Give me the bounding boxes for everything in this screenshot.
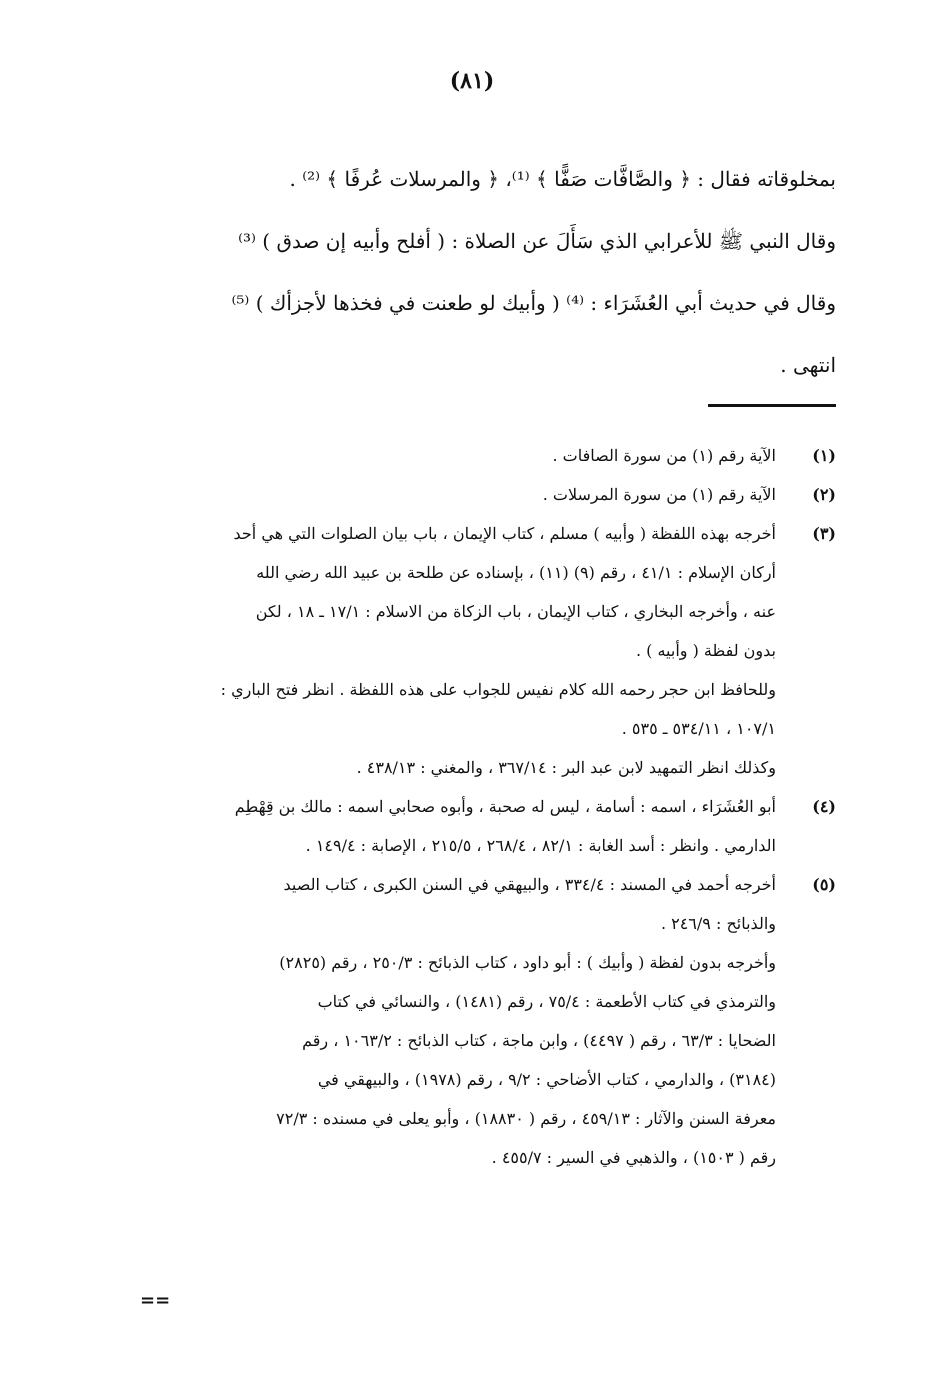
footnote-line: بدون لفظة ( وأبيه ) . <box>635 641 776 660</box>
footnote <box>116 787 836 865</box>
footnote-body <box>116 475 776 514</box>
footnote-line: أخرجه بهذه اللفظة ( وأبيه ) مسلم ، كتاب الإيمان ، باب بيان الصلوات التي هي أحد <box>233 524 776 543</box>
footnote-body <box>116 787 776 865</box>
footnote-line: (٣١٨٤) ، والدارمي ، كتاب الأضاحي : ٩/٢ ، رقم (١٩٧٨) ، والبيهقي في <box>317 1070 776 1089</box>
footnote-line: أبو العُشَرَاء ، اسمه : أسامة ، ليس له صحبة ، وأبوه صحابي اسمه : مالك بن قِهْطِم <box>234 797 776 816</box>
footnote-line: ١٠٧/١ ، ٥٣٤/١١ ـ ٥٣٥ . <box>621 719 776 738</box>
main-text-line: انتهى . <box>780 353 836 377</box>
footnote-body <box>116 865 776 1177</box>
footnote-line: الآية رقم (١) من سورة المرسلات . <box>542 485 776 504</box>
footnote <box>116 514 836 787</box>
footnote-number: (٣) <box>812 524 836 543</box>
footnote-line: معرفة السنن والآثار : ٤٥٩/١٣ ، رقم ( ١٨٨٣٠) ، وأبو يعلى في مسنده : ٧٢/٣ <box>276 1109 776 1128</box>
footnote-line: وللحافظ ابن حجر رحمه الله كلام نفيس للجواب على هذه اللفظة . انظر فتح الباري : <box>220 680 776 699</box>
footnote <box>116 436 836 475</box>
footnote-number: (١) <box>812 446 836 465</box>
footnote-line: وكذلك انظر التمهيد لابن عبد البر : ٣٦٧/١٤ ، والمغني : ٤٣٨/١٣ . <box>356 758 776 777</box>
continuation-mark: == <box>140 1290 171 1311</box>
footnote-body <box>116 436 776 475</box>
page-number: (٨١) <box>449 68 495 94</box>
footnote-line: عنه ، وأخرجه البخاري ، كتاب الإيمان ، باب الزكاة من الاسلام : ١٧/١ ـ ١٨ ، لكن <box>255 602 776 621</box>
footnote-number: (٤) <box>812 797 836 816</box>
main-text-line: وقال النبي ﷺ للأعرابي الذي سَأَلَ عن الصلاة : ( أفلح وأبيه إن صدق ) ⁽³⁾ <box>238 229 836 253</box>
footnote-line: أخرجه أحمد في المسند : ٣٣٤/٤ ، والبيهقي في السنن الكبرى ، كتاب الصيد <box>283 875 776 894</box>
main-text-line: بمخلوقاته فقال : ﴿ والصَّافَّات صَفًّا ﴾ ⁽¹⁾، ﴿ والمرسلات عُرفًا ﴾ ⁽²⁾ . <box>289 167 836 191</box>
footnote-number: (٥) <box>812 875 836 894</box>
footnote-body <box>116 514 776 787</box>
footnote-line: وأخرجه بدون لفظة ( وأبيك ) : أبو داود ، كتاب الذبائح : ٢٥٠/٣ ، رقم (٢٨٢٥) <box>279 953 776 972</box>
main-text <box>116 148 836 396</box>
footnote-line: رقم ( ١٥٠٣) ، والذهبي في السير : ٤٥٥/٧ . <box>491 1148 776 1167</box>
footnote-line: الدارمي . وانظر : أسد الغابة : ٨٢/١ ، ٢٦٨/٤ ، ٢١٥/٥ ، الإصابة : ١٤٩/٤ . <box>305 836 776 855</box>
footnote-line: أركان الإسلام : ٤١/١ ، رقم (٩) (١١) ، بإسناده عن طلحة بن عبيد الله رضي الله <box>256 563 776 582</box>
footnote-line: الضحايا : ٦٣/٣ ، رقم ( ٤٤٩٧) ، وابن ماجة ، كتاب الذبائح : ١٠٦٣/٢ ، رقم <box>302 1031 776 1050</box>
footnotes <box>116 436 836 1177</box>
main-text-line: وقال في حديث أبي العُشَرَاء : ⁽⁴⁾ ( وأبيك لو طعنت في فخذها لأجزأك ) ⁽⁵⁾ <box>231 291 836 315</box>
footnote-number: (٢) <box>812 485 836 504</box>
footnote-line: الآية رقم (١) من سورة الصافات . <box>552 446 776 465</box>
footnote-line: والترمذي في كتاب الأطعمة : ٧٥/٤ ، رقم (١٤٨١) ، والنسائي في كتاب <box>317 992 776 1011</box>
footnote <box>116 865 836 1177</box>
footnote-line: والذبائح : ٢٤٦/٩ . <box>660 914 776 933</box>
footnote <box>116 475 836 514</box>
footnote-separator <box>708 404 836 407</box>
